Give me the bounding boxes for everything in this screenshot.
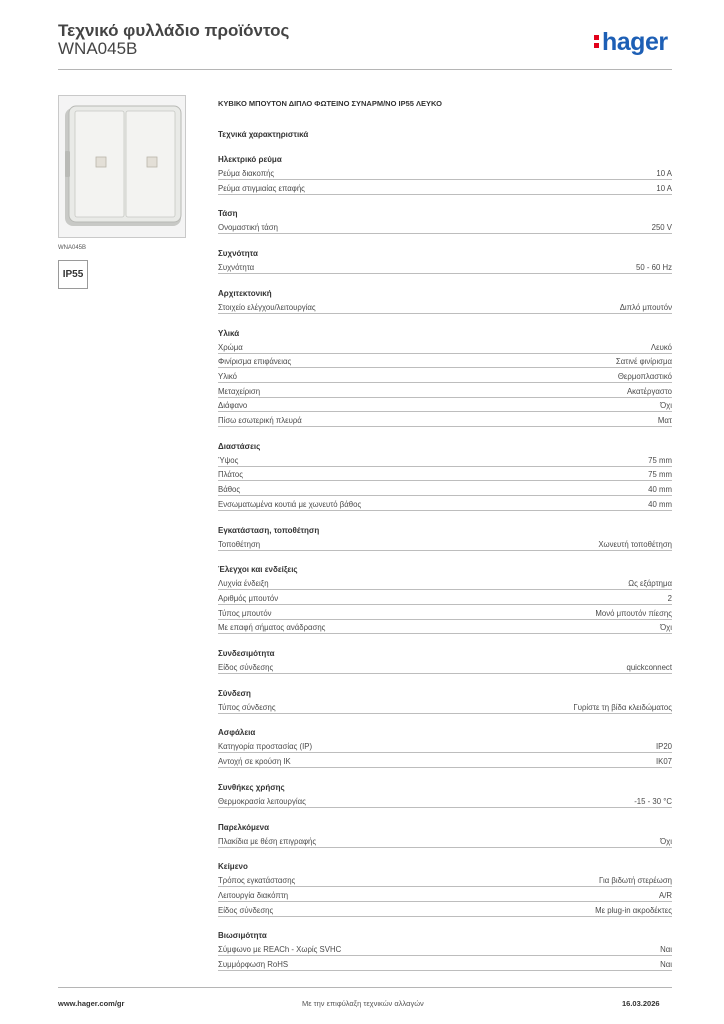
spec-row [218, 452, 672, 467]
product-image-caption: WNA045B [58, 245, 87, 251]
spec-row [218, 902, 672, 917]
spec-value: quickconnect [626, 663, 672, 672]
spec-label: Αντοχή σε κρούση IK [218, 757, 291, 767]
spec-value: Μονό μπουτόν πίεσης [595, 608, 672, 618]
spec-row [218, 793, 672, 808]
ip-rating-badge: IP55 [58, 260, 88, 289]
spec-label: Πλάτος [218, 470, 243, 480]
spec-value: Ναι [660, 945, 672, 955]
spec-value: 40 mm [648, 499, 672, 509]
spec-row [218, 412, 672, 427]
spec-value: Όχι [660, 623, 672, 633]
spec-row [218, 887, 672, 902]
spec-row [218, 738, 672, 753]
spec-row [218, 605, 672, 620]
spec-value: Γυρίστε τη βίδα κλειδώματος [573, 702, 672, 712]
spec-label: Μεταχείριση [218, 386, 261, 396]
spec-row [218, 466, 672, 481]
spec-row [218, 496, 672, 511]
logo-colon-icon [594, 32, 599, 51]
spec-value: Με plug-in ακροδέκτες [595, 905, 672, 915]
footer-date: 16.03.2026 [622, 999, 660, 1008]
spec-row [218, 481, 672, 496]
spec-value: 50 - 60 Hz [636, 263, 672, 273]
spec-row [218, 383, 672, 398]
spec-label: Πίσω εσωτερική πλευρά [218, 416, 302, 425]
spec-label: Κατηγορία προστασίας (IP) [218, 742, 313, 752]
spec-row [218, 699, 672, 714]
spec-value: 250 V [651, 223, 672, 233]
header-divider [58, 69, 672, 70]
spec-row [218, 619, 672, 634]
technical-characteristics-heading: Τεχνικά χαρακτηριστικά [218, 130, 309, 139]
spec-row [218, 941, 672, 956]
spec-value: Χωνευτή τοποθέτηση [598, 539, 672, 549]
spec-row [218, 368, 672, 383]
document-title: Τεχνικό φυλλάδιο προϊόντος [58, 21, 290, 40]
double-push-button-illustration [59, 96, 185, 237]
spec-value: 2 [667, 593, 672, 603]
spec-value: Ακατέργαστο [626, 386, 672, 396]
spec-value: Θερμοπλαστικό [617, 371, 672, 381]
section-title: Βιωσιμότητα [218, 931, 267, 941]
footer-website[interactable]: www.hager.com/gr [58, 999, 125, 1008]
spec-label: Φινίρισμα επιφάνειας [218, 357, 292, 367]
spec-row [218, 956, 672, 971]
section-title: Ηλεκτρικό ρεύμα [218, 155, 282, 164]
section-title: Συχνότητα [218, 249, 258, 259]
section-title: Ασφάλεια [218, 728, 256, 738]
section-title: Υλικά [218, 328, 240, 338]
section-title: Συνθήκες χρήσης [218, 782, 285, 792]
spec-label: Στοιχείο ελέγχου/λειτουργίας [218, 302, 316, 312]
section-title: Αρχιτεκτονική [218, 288, 272, 298]
spec-label: Υλικό [218, 371, 237, 381]
section-title: Εγκατάσταση, τοποθέτηση [218, 525, 320, 535]
spec-label: Τύπος μπουτόν [218, 608, 272, 618]
spec-value: -15 - 30 °C [634, 796, 672, 806]
spec-value: Όχι [660, 401, 672, 411]
footer-note: Με την επιφύλαξη τεχνικών αλλαγών [302, 999, 424, 1008]
spec-label: Ονομαστική τάση [218, 223, 278, 233]
section-title: Έλεγχοι και ενδείξεις [218, 565, 298, 575]
section-title: Τάση [218, 209, 238, 219]
spec-value: IK07 [655, 757, 672, 767]
spec-value: IP20 [655, 742, 672, 752]
spec-row [218, 339, 672, 354]
spec-value: Ως εξάρτημα [628, 579, 672, 589]
spec-label: Διάφανο [218, 401, 248, 411]
section-title: Σύνδεση [218, 688, 251, 698]
spec-value: Σατινέ φινίρισμα [615, 357, 672, 367]
spec-label: Ρεύμα διακοπής [218, 169, 275, 178]
spec-label: Λυχνία ένδειξη [218, 579, 269, 589]
spec-row [218, 397, 672, 412]
spec-label: Αριθμός μπουτόν [218, 593, 279, 603]
spec-value: 75 mm [648, 455, 672, 465]
spec-label: Συμμόρφωση RoHS [218, 960, 289, 969]
spec-label: Συχνότητα [218, 263, 255, 273]
spec-label: Ύψος [218, 455, 239, 465]
spec-value: 10 A [656, 169, 672, 178]
spec-row [218, 590, 672, 605]
logo-text: hager [602, 28, 668, 56]
spec-value: 10 A [656, 183, 672, 193]
spec-label: Τοποθέτηση [218, 539, 261, 549]
spec-row [218, 165, 672, 180]
section-title: Παρελκόμενα [218, 822, 270, 832]
spec-value: Ναι [660, 960, 672, 969]
footer-divider [58, 987, 672, 988]
section-title: Κείμενο [218, 862, 248, 872]
spec-label: Είδος σύνδεσης [218, 905, 274, 915]
spec-label: Θερμοκρασία λειτουργίας [218, 796, 306, 806]
spec-row [218, 299, 672, 314]
spec-row [218, 575, 672, 590]
spec-row [218, 833, 672, 848]
spec-label: Με επαφή σήματος ανάδρασης [218, 623, 326, 633]
spec-label: Ενσωματωμένα κουτιά με χωνευτό βάθος [218, 499, 362, 509]
spec-row [218, 872, 672, 887]
spec-value: Διπλό μπουτόν [619, 302, 672, 312]
spec-label: Βάθος [218, 485, 241, 495]
spec-row [218, 219, 672, 234]
spec-value: Όχι [660, 836, 672, 846]
spec-label: Λειτουργία διακόπτη [218, 890, 289, 900]
product-name: ΚΥΒΙΚΟ ΜΠΟΥΤΟΝ ΔΙΠΛΟ ΦΩΤΕΙΝΟ ΣΥΝΑΡΜ/ΝΟ IP55 ΛΕΥΚΟ [218, 99, 442, 108]
spec-label: Χρώμα [218, 342, 243, 352]
spec-row [218, 659, 672, 674]
spec-row [218, 536, 672, 551]
spec-label: Είδος σύνδεσης [218, 663, 274, 672]
spec-value: A/R [659, 890, 672, 900]
spec-label: Ρεύμα στιγμιαίας επαφής [218, 183, 305, 193]
spec-label: Πλακίδια με θέση επιγραφής [218, 836, 317, 846]
hager-logo[interactable] [594, 28, 668, 57]
spec-label: Τρόπος εγκατάστασης [218, 876, 296, 886]
spec-row [218, 259, 672, 274]
spec-value: 75 mm [648, 470, 672, 480]
spec-row [218, 753, 672, 768]
section-title: Συνδεσιμότητα [218, 649, 275, 658]
spec-row [218, 353, 672, 368]
spec-value: Ματ [657, 416, 672, 425]
spec-label: Σύμφωνο με REACh - Χωρίς SVHC [218, 945, 342, 955]
spec-label: Τύπος σύνδεσης [218, 702, 276, 712]
section-title: Διαστάσεις [218, 441, 261, 451]
spec-value: 40 mm [648, 485, 672, 495]
spec-value: Για βιδωτή στερέωση [599, 876, 672, 886]
spec-value: Λευκό [650, 342, 672, 352]
product-image [58, 95, 186, 238]
spec-row [218, 180, 672, 195]
document-code: WNA045B [58, 39, 138, 58]
